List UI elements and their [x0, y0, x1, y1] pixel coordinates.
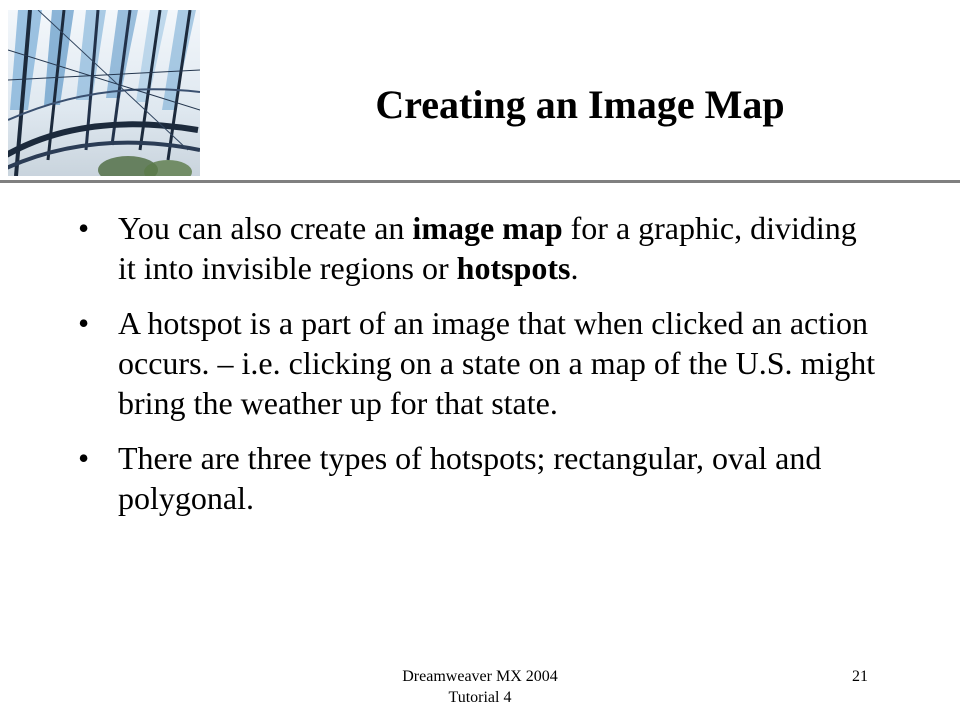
bullet-emphasis: image map	[412, 210, 563, 246]
header-photo	[8, 10, 200, 176]
bullet-list	[78, 208, 878, 533]
footer-title	[330, 666, 630, 708]
bullet-text: A hotspot is a part of an image that when clicked an action occurs. – i.e. clicking on a state on a map of the U.S. might bring the weather up for that state.	[118, 305, 876, 421]
bullet-text: You can also create an	[118, 210, 413, 246]
slide-title: Creating an Image Map	[375, 82, 785, 127]
footer-line-1: Dreamweaver MX 2004	[402, 668, 558, 685]
bullet-emphasis: hotspots	[456, 250, 571, 286]
page-number: 21	[852, 668, 868, 685]
bullet-text: There are three types of hotspots; rectangular, oval and polygonal.	[118, 440, 822, 516]
header-divider	[0, 180, 960, 183]
bullet-item	[78, 438, 878, 518]
glass-ceiling-photo	[8, 10, 200, 176]
bullet-item	[78, 303, 878, 423]
bullet-text: for a graphic, dividing it into invisible regions or	[118, 210, 857, 286]
footer-line-2: Tutorial 4	[448, 689, 512, 706]
bullet-marker: •	[78, 305, 90, 341]
bullet-marker: •	[78, 210, 90, 246]
bullet-text: .	[570, 250, 579, 286]
bullet-marker: •	[78, 440, 90, 476]
bullet-item	[78, 208, 878, 288]
